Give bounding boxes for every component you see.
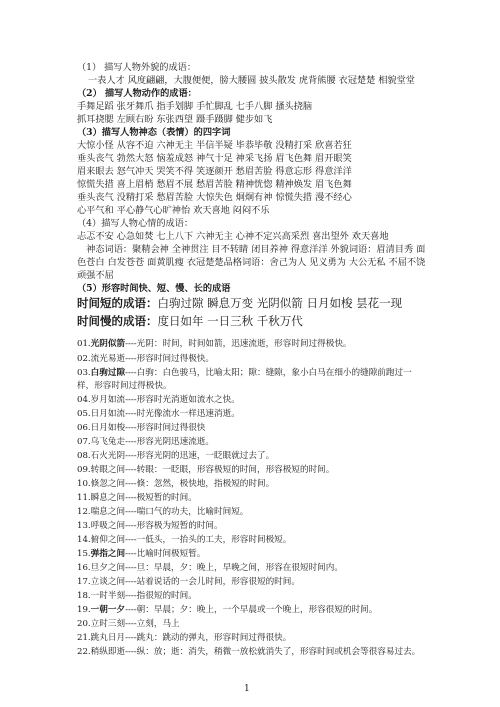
- entry-explanation: ----指很短的时间。: [125, 591, 197, 601]
- entry-item: [77, 339, 352, 350]
- entry-number: 12.: [77, 507, 91, 517]
- entry-explanation: ----形容时光消逝如流水之快。: [125, 395, 240, 405]
- entry-explanation: ----形容光阴的迅速，一眨眼就过去了。: [125, 451, 275, 461]
- entry-item: [77, 409, 240, 420]
- time-fast-label: 时间短的成语：: [77, 296, 158, 310]
- idiom-row: 惊慌失措 喜上眉梢 愁眉不展 愁眉苦脸 精神恍惚 精神焕发 眉飞色舞: [77, 179, 352, 190]
- entry-idiom: 一时半刻: [90, 591, 126, 601]
- entry-explanation: ----光阴：时间，时间如箭，迅速流逝，形容时间过得极快。: [125, 339, 352, 349]
- entry-explanation: ----形容光阴迅速流逝。: [125, 437, 215, 447]
- entry-item: [77, 605, 377, 616]
- section-heading-mood: （4）描写人物心情的成语：: [77, 218, 194, 229]
- entry-item: [77, 619, 180, 630]
- entry-explanation: ----倏：忽然，极快地，指极短的时间。: [125, 479, 275, 489]
- entry-number: 11.: [77, 493, 91, 503]
- entry-idiom: 乌飞兔走: [90, 437, 126, 447]
- entry-idiom: 立时三刻: [90, 619, 126, 629]
- entry-number: 20.: [77, 619, 91, 629]
- entry-explanation: ----比喻时间极短暂。: [125, 549, 206, 559]
- section-heading-action: （2） 描写人物动作的成语：: [77, 88, 197, 99]
- entry-explanation: ----立刻，马上: [125, 619, 180, 629]
- entry-number: 21.: [77, 633, 91, 643]
- entry-idiom: 白驹过隙: [90, 368, 126, 378]
- entry-idiom: 流光易逝: [90, 354, 126, 364]
- entry-idiom: 日月如梭: [90, 423, 126, 433]
- entry-number: 03.: [77, 368, 91, 378]
- time-slow-line: [77, 314, 303, 328]
- entry-item: [77, 368, 412, 379]
- entry-explanation: ----一低头，一抬头的工夫，形容时间极短。: [125, 535, 292, 545]
- section-heading-time: （5）形容时间快、短、慢、长的成语: [77, 283, 231, 294]
- entry-item: [77, 479, 274, 490]
- entry-item: [77, 354, 214, 365]
- entry-idiom: 俯仰之间: [90, 535, 126, 545]
- entry-item: [77, 507, 248, 518]
- entry-number: 06.: [77, 423, 91, 433]
- section-heading-appearance: （1） 描写人物外貌的成语：: [77, 62, 197, 73]
- entry-idiom: 一朝一夕: [90, 605, 126, 615]
- entry-idiom: 倏忽之间: [90, 479, 126, 489]
- entry-explanation: ----跳丸：跳动的弹丸，形容时间过得很快。: [125, 633, 292, 643]
- time-fast-line: [77, 296, 402, 310]
- time-slow-words: 度日如年 一日三秋 千秋万代: [157, 314, 303, 328]
- entry-explanation: ----时光像流水一样迅速消逝。: [125, 409, 240, 419]
- entry-number: 19.: [77, 605, 91, 615]
- entry-idiom: 喘息之间: [90, 507, 126, 517]
- entry-idiom: 日月如流: [90, 409, 126, 419]
- entry-continuation: [77, 381, 172, 392]
- entry-explanation: 样，形容时间过得极快。: [77, 381, 172, 391]
- entry-idiom: 石火光阴: [90, 451, 126, 461]
- entry-number: 01.: [77, 339, 91, 349]
- entry-idiom: 转眼之间: [90, 465, 126, 475]
- entry-item: [77, 451, 274, 462]
- entry-explanation: ----转眼：一眨眼，形容极短的时间，形容极短的时间。: [125, 465, 335, 475]
- entry-explanation: ----形容极为短暂的时间。: [125, 521, 223, 531]
- idiom-row: 一表人才 风度翩翩，大腹便便，膀大腰圆 披头散发 虎背熊腰 衣冠楚楚 相貌堂堂: [88, 75, 415, 86]
- entry-idiom: 稍纵即逝: [90, 647, 126, 657]
- entry-number: 07.: [77, 437, 91, 447]
- entry-item: [77, 437, 214, 448]
- time-fast-words: 白驹过隙 瞬息万变 光阴似箭 日月如梭 昙花一现: [157, 296, 403, 310]
- entry-item: [77, 423, 205, 434]
- entry-number: 15.: [77, 549, 91, 559]
- entry-number: 09.: [77, 465, 91, 475]
- entry-item: [77, 535, 291, 546]
- entry-idiom: 岁月如流: [90, 395, 126, 405]
- entry-item: [77, 549, 205, 560]
- entry-number: 13.: [77, 521, 91, 531]
- entry-idiom: 瞬息之间: [90, 493, 126, 503]
- entry-explanation: ----喘口气的功夫，比喻时间短。: [125, 507, 249, 517]
- entry-number: 18.: [77, 591, 91, 601]
- entry-item: [77, 647, 420, 658]
- idiom-row: 心平气和 平心静气心旷神怡 欢天喜地 闷闷不乐: [77, 205, 270, 216]
- section-heading-expression: （3）描写人物神态（表情）的四字词: [77, 127, 231, 138]
- page-number: 1: [244, 684, 250, 694]
- entry-idiom: 弹指之间: [90, 549, 126, 559]
- idiom-row: 大惊小怪 从容不迫 六神无主 半信半疑 毕恭毕敬 没精打采 欣喜若狂: [77, 140, 352, 151]
- idiom-row: 垂头丧气 没精打采 愁眉苦脸 大惊失色 炯炯有神 惊慌失措 漫不经心: [77, 192, 352, 203]
- time-slow-label: 时间慢的成语：: [77, 314, 158, 328]
- entry-explanation: ----朝：早晨；夕：晚上，一个早晨或一个晚上，形容很短的时间。: [125, 605, 378, 615]
- entry-item: [77, 521, 223, 532]
- entry-number: 02.: [77, 354, 91, 364]
- entry-idiom: 旦夕之间: [90, 563, 126, 573]
- entry-item: [77, 493, 197, 504]
- entry-idiom: 呼吸之间: [90, 521, 126, 531]
- entry-explanation: ----极短暂的时间。: [125, 493, 197, 503]
- entry-explanation: ----旦：早晨，夕：晚上，早晚之间，形容在很短时间内。: [125, 563, 343, 573]
- entry-idiom: 跳丸日月: [90, 633, 126, 643]
- entry-item: [77, 591, 197, 602]
- entry-explanation: ----白驹：白色骏马，比喻太阳；隙：缝隙，象小白马在细小的缝隙前跑过一: [125, 368, 412, 378]
- entry-item: [77, 563, 343, 574]
- entry-number: 08.: [77, 451, 91, 461]
- idiom-row: 垂头丧气 勃然大怒 恼羞成怒 神气十足 神采飞扬 眉飞色舞 眉开眼笑: [77, 153, 352, 164]
- entry-number: 14.: [77, 535, 91, 545]
- entry-item: [77, 465, 334, 476]
- idiom-row: 色苍白 白发苍苍 面黄肌瘦 衣冠楚楚品格词语：舍己为人 见义勇为 大公无私 不屈不饶: [77, 257, 426, 268]
- idiom-row: 眉来眼去 怒气冲天 哭笑不得 笑逐颜开 愁眉苦脸 得意忘形 得意洋洋: [77, 166, 352, 177]
- entry-explanation: ----形容时间过得很快: [125, 423, 206, 433]
- entry-explanation: ----纵：放；逝：消失，稍微一放松就消失了，形容时间或机会等很容易过去。: [125, 647, 421, 657]
- entry-item: [77, 395, 240, 406]
- entry-item: [77, 577, 300, 588]
- entry-explanation: ----站着说话的一会儿时间，形容很短的时间。: [125, 577, 300, 587]
- entry-number: 16.: [77, 563, 91, 573]
- idiom-row: 顽强不屈: [77, 270, 114, 281]
- entry-number: 05.: [77, 409, 91, 419]
- entry-explanation: ----形容时间过得极快。: [125, 354, 215, 364]
- entry-idiom: 立谈之间: [90, 577, 126, 587]
- idiom-row: 神态词语：聚精会神 全神贯注 目不转睛 闭目养神 得意洋洋 外貌词语：眉清目秀 面: [77, 244, 426, 255]
- entry-number: 10.: [77, 479, 91, 489]
- idiom-row: 手舞足蹈 张牙舞爪 指手划脚 手忙脚乱 七手八脚 搔头挠脑: [77, 101, 313, 112]
- entry-item: [77, 633, 291, 644]
- idiom-row: 抓耳挠腮 左顾右盼 东张西望 蹑手蹑脚 健步如飞: [77, 114, 273, 125]
- entry-number: 04.: [77, 395, 91, 405]
- idiom-row: 忐忑不安 心急如焚 七上八下 六神无主 心神不定兴高采烈 喜出望外 欢天喜地: [77, 231, 389, 242]
- entry-idiom: 光阴似箭: [90, 339, 126, 349]
- entry-number: 17.: [77, 577, 91, 587]
- entry-number: 22.: [77, 647, 91, 657]
